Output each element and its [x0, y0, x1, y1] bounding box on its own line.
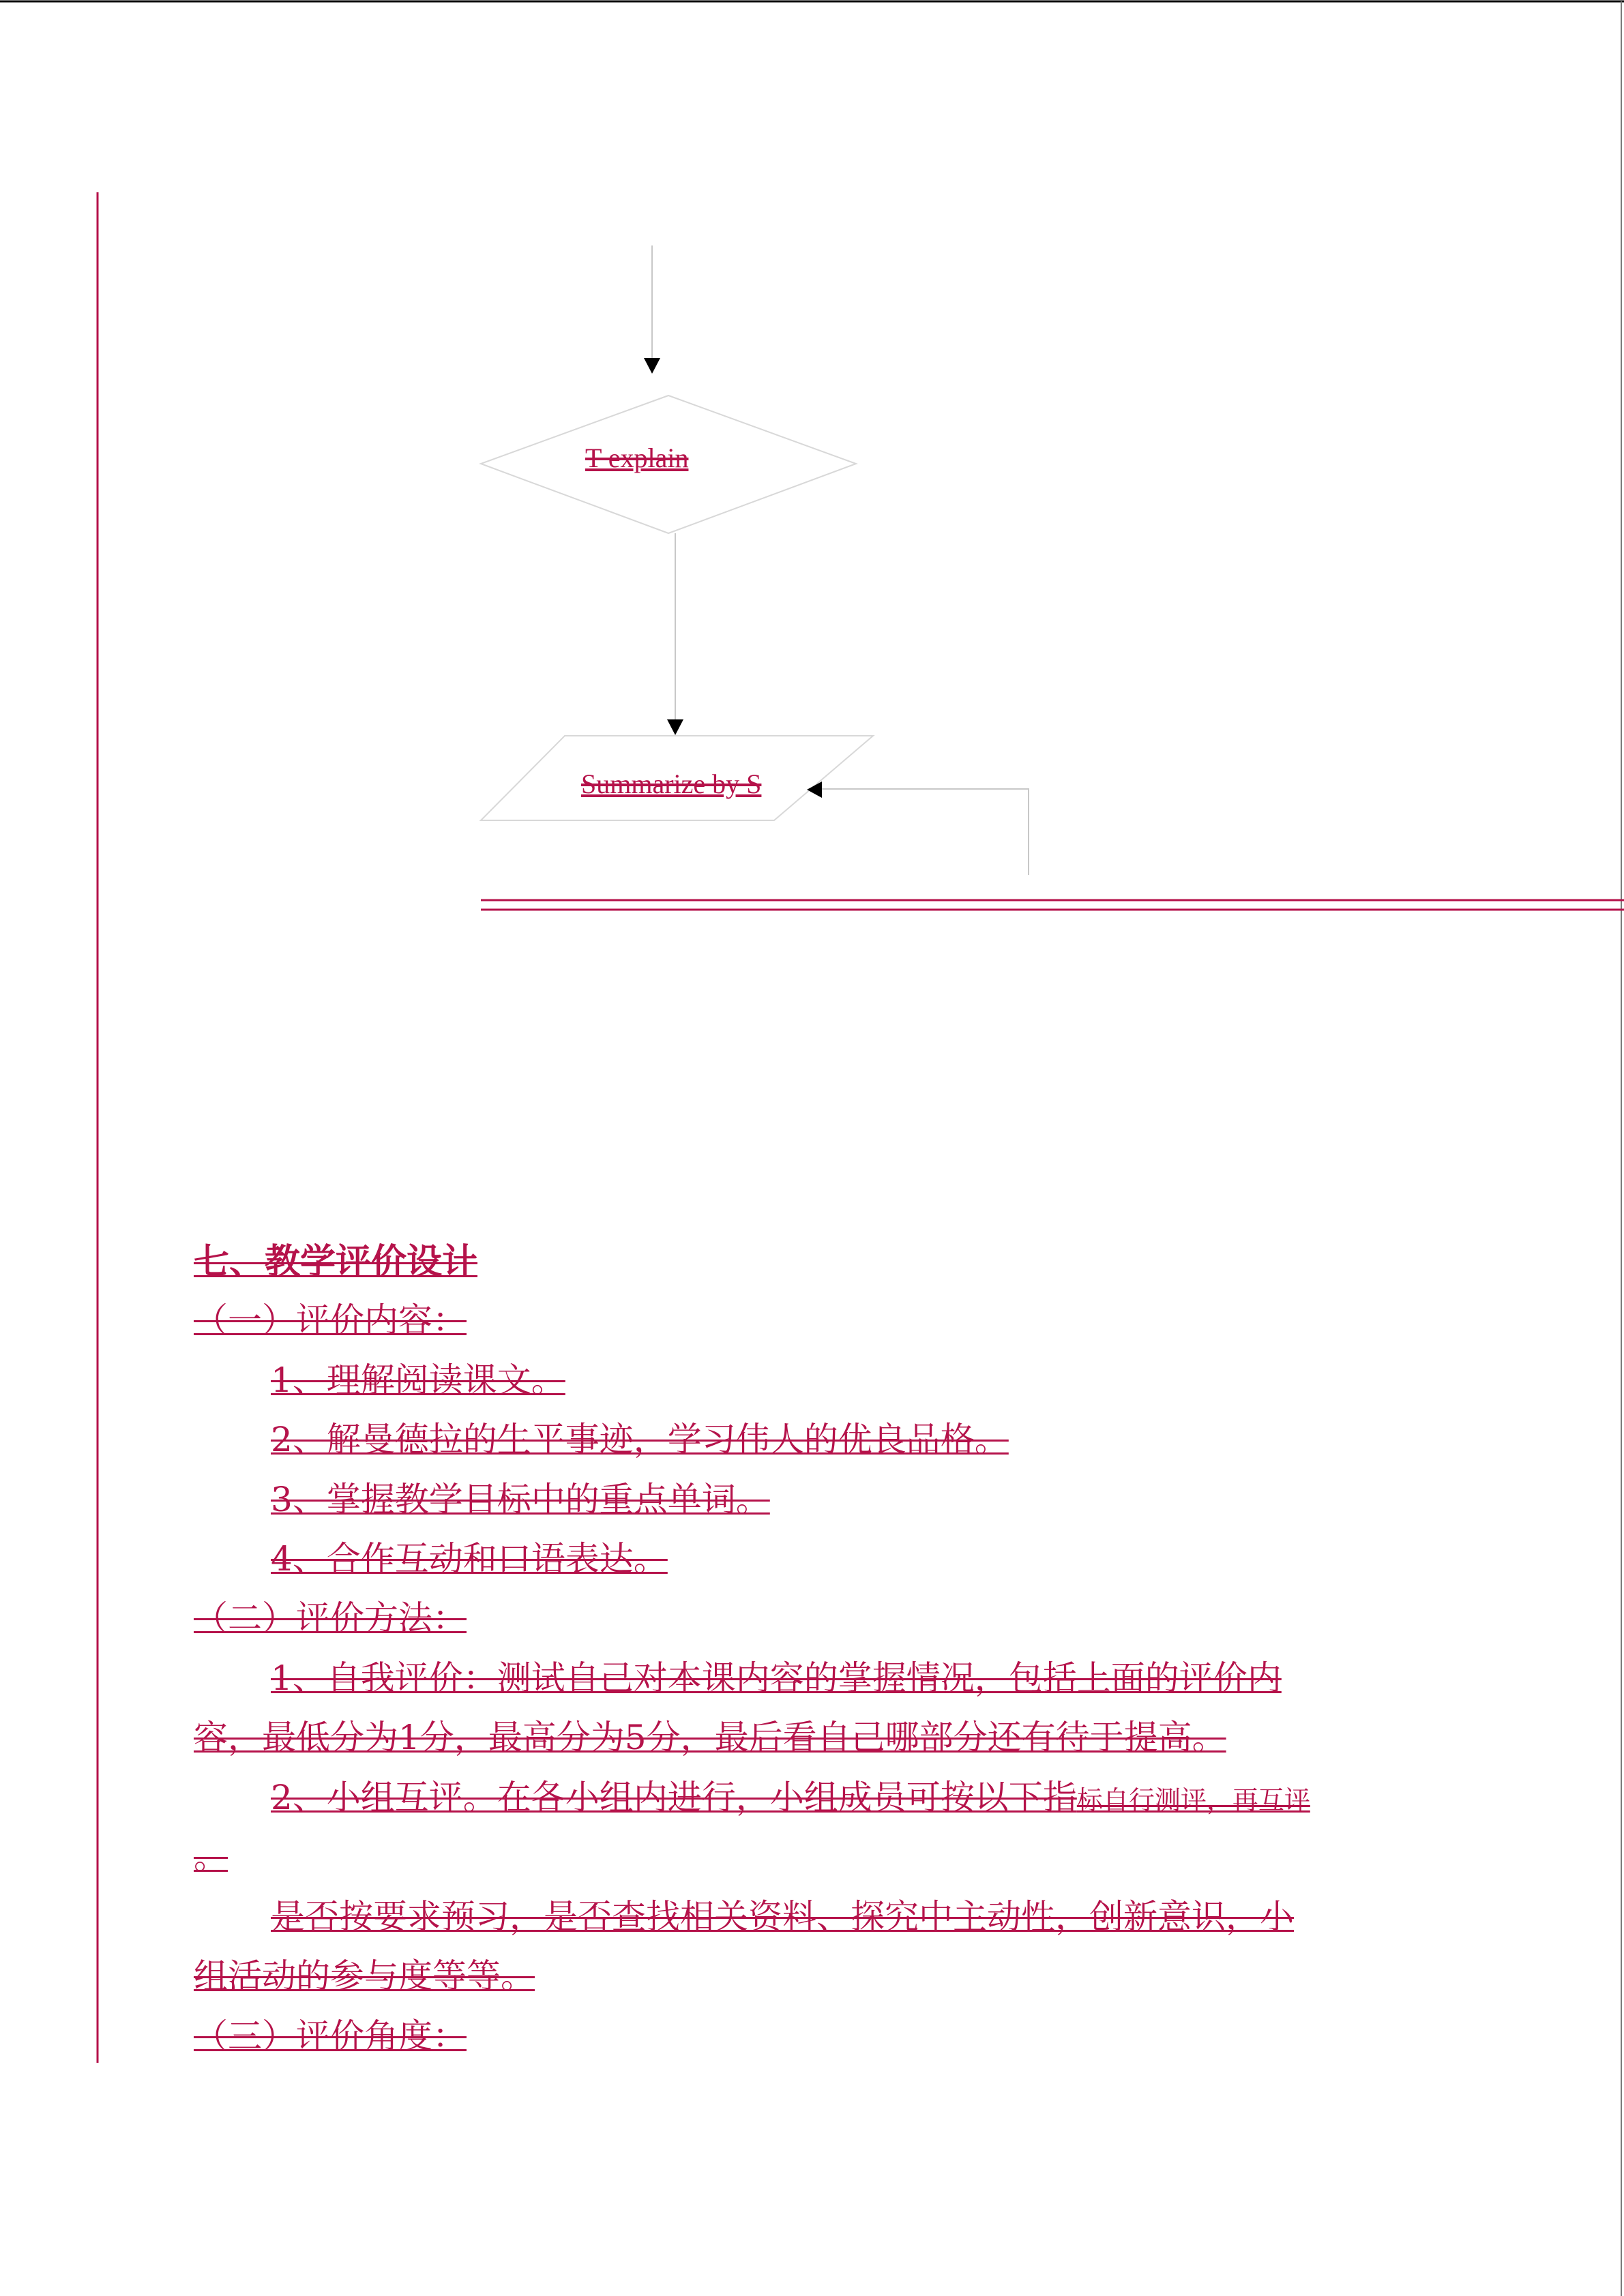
content-item: 2、解曼德拉的生平事迹，学习伟人的优良品格。: [271, 1420, 1009, 1459]
process-label: Summarize by S: [581, 769, 762, 799]
method-2-small-text: 标自行测评，再互评: [1076, 1785, 1310, 1815]
method-paragraph-end: 。: [194, 1837, 228, 1877]
content-title: （一）评价内容：: [194, 1300, 467, 1340]
angle-title: （三）评价角度：: [194, 2016, 467, 2056]
criteria-line: 是否按要求预习，是否查找相关资料、探究中主动性，创新意识，小: [271, 1897, 1294, 1937]
content-item: 1、理解阅读课文。: [271, 1360, 565, 1400]
decision-label: T explain: [585, 443, 689, 473]
method-paragraph-line: [271, 1776, 1310, 1821]
section-heading: 七、教学评价设计: [194, 1241, 478, 1283]
method-paragraph-line: 1、自我评价：测试自己对本课内容的掌握情况，包括上面的评价内: [271, 1658, 1282, 1698]
method-paragraph-line: 容，最低分为1分，最高分为5分，最后看自己哪部分还有待于提高。: [194, 1718, 1226, 1757]
content-item: 3、掌握教学目标中的重点单词。: [271, 1480, 770, 1519]
arrow-head-icon: [667, 719, 683, 735]
arrow-head-icon: [644, 358, 660, 374]
arrow-head-icon: [807, 781, 822, 798]
method-title: （二）评价方法：: [194, 1598, 467, 1638]
criteria-line: 组活动的参与度等等。: [194, 1956, 535, 1996]
method-2-main-text: 2、小组互评。在各小组内进行，小组成员可按以下指: [271, 1778, 1077, 1817]
content-item: 4、合作互动和口语表达。: [271, 1539, 668, 1579]
feedback-connector: [822, 789, 1029, 875]
